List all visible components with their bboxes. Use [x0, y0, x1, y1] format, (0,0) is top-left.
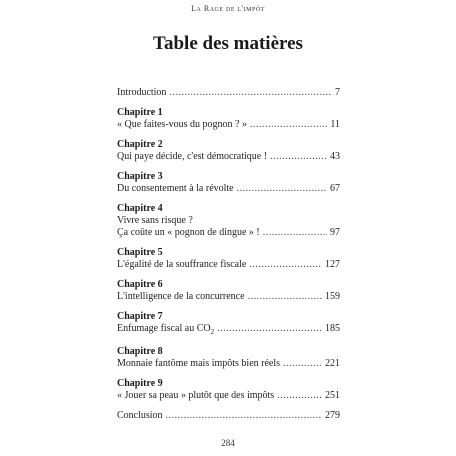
toc-line [117, 87, 340, 99]
toc-entry [117, 139, 340, 163]
toc-page-number: 127 [325, 259, 340, 270]
dot-leader [248, 291, 322, 303]
toc-entry [117, 279, 340, 303]
dot-leader [283, 358, 322, 370]
chapter-title [117, 410, 163, 422]
dot-leader [217, 323, 322, 335]
chapter-title-text: Enfumage fiscal au CO [117, 323, 211, 334]
toc-entry [117, 311, 340, 338]
chapter-label: Chapitre 1 [117, 107, 163, 118]
toc-page-number: 251 [325, 390, 340, 401]
toc-entry [117, 87, 340, 99]
chapter-title-text: « Jouer sa peau » plutôt que des impôts [117, 390, 275, 401]
chapter-title [117, 151, 267, 163]
dot-leader [249, 259, 322, 271]
toc-page-number: 97 [330, 227, 340, 238]
toc-line [117, 323, 340, 338]
toc-page-number: 67 [330, 183, 340, 194]
chapter-title-text: Du consentement à la révolte [117, 183, 234, 194]
chapter-label: Chapitre 8 [117, 346, 163, 357]
table-of-contents [117, 87, 340, 422]
chapter-label: Chapitre 7 [117, 311, 163, 322]
toc-entry [117, 247, 340, 271]
toc-page-number: 43 [330, 151, 340, 162]
chapter-title [117, 358, 280, 370]
chapter-title [117, 119, 247, 131]
chapter-label: Chapitre 9 [117, 378, 163, 389]
chapter-title [117, 323, 214, 338]
chapter-title-text: « Que faites-vous du pognon ? » [117, 119, 247, 130]
chapter-label: Chapitre 4 [117, 203, 163, 214]
toc-line [117, 410, 340, 422]
chapter-title-text: Introduction [117, 87, 167, 98]
dot-leader [237, 183, 327, 195]
page-number: 284 [221, 438, 235, 448]
chapter-title [117, 291, 245, 303]
page-title: Table des matières [153, 33, 303, 54]
toc-line [117, 358, 340, 370]
chapter-label: Chapitre 3 [117, 171, 163, 182]
toc-page-number: 279 [325, 410, 340, 421]
toc-entry [117, 203, 340, 239]
toc-page-number: 7 [335, 87, 340, 98]
toc-line [117, 151, 340, 163]
chapter-title-text: L'intelligence de la concurrence [117, 291, 245, 302]
chapter-label: Chapitre 2 [117, 139, 163, 150]
toc-page-number: 11 [330, 119, 340, 130]
chapter-title [117, 390, 274, 402]
toc-page-number: 221 [325, 358, 340, 369]
chapter-title-text: Monnaie fantôme mais impôts bien réels [117, 358, 281, 369]
dot-leader [277, 390, 322, 402]
toc-line [117, 390, 340, 402]
dot-leader [270, 151, 327, 163]
chapter-title [117, 259, 246, 271]
chapter-title [117, 87, 166, 99]
toc-entry [117, 107, 340, 131]
dot-leader [263, 227, 327, 239]
dot-leader [250, 119, 327, 131]
dot-leader [169, 87, 332, 99]
running-head: La Rage de l'impôt [191, 4, 265, 13]
chapter-title [117, 227, 260, 239]
toc-line [117, 183, 340, 195]
chapter-title-line: Vivre sans risque ? [117, 215, 193, 226]
chapter-title-text: L'égalité de la souffrance fiscale [117, 259, 247, 270]
chapter-title-text: Conclusion [117, 410, 163, 421]
dot-leader [166, 410, 322, 422]
toc-line [117, 291, 340, 303]
toc-line [117, 259, 340, 271]
chapter-label: Chapitre 6 [117, 279, 163, 290]
toc-line [117, 227, 340, 239]
toc-entry [117, 378, 340, 402]
toc-line [117, 119, 340, 131]
toc-entry [117, 171, 340, 195]
toc-page-number: 185 [325, 323, 340, 334]
toc-entry [117, 410, 340, 422]
subscript: 2 [210, 328, 215, 336]
toc-page-number: 159 [325, 291, 340, 302]
chapter-label: Chapitre 5 [117, 247, 163, 258]
chapter-title-text: Ça coûte un « pognon de dingue » ! [117, 227, 260, 238]
chapter-title [117, 183, 234, 195]
toc-entry [117, 346, 340, 370]
chapter-title-text: Qui paye décide, c'est démocratique ! [117, 151, 268, 162]
